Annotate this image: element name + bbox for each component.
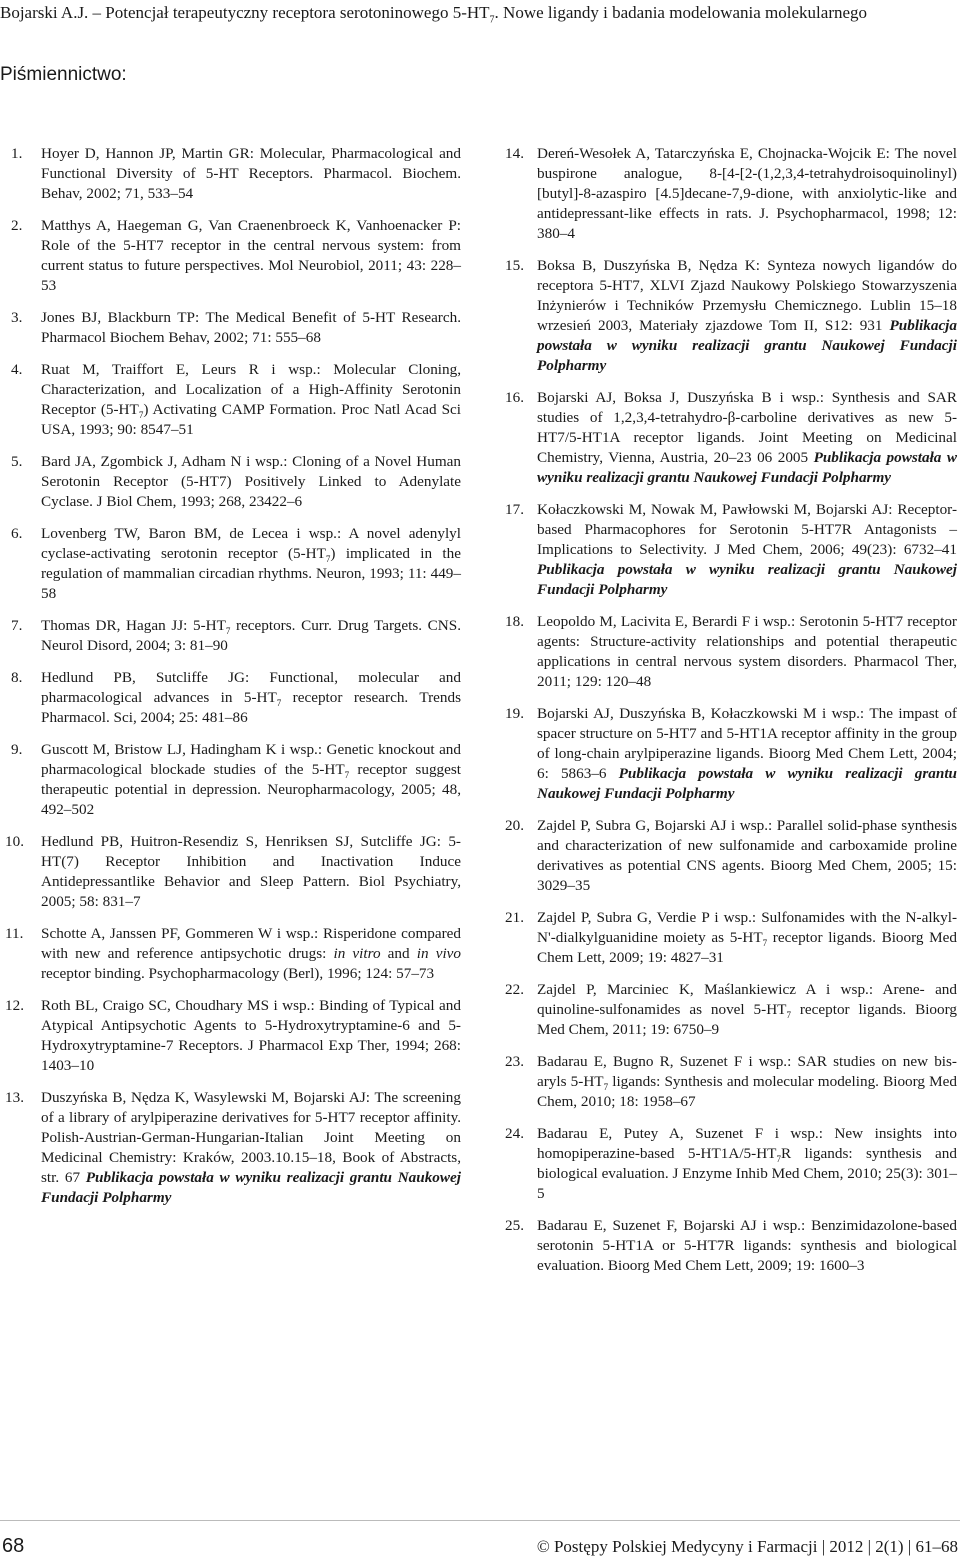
reference-number: 23.	[505, 1053, 524, 1070]
reference-item	[11, 144, 461, 204]
reference-number: 15.	[505, 257, 524, 274]
reference-item	[505, 388, 957, 488]
reference-item	[11, 452, 461, 512]
reference-subscript: 7	[325, 554, 331, 565]
grant-note: Publikacja powstała w wyniku realizacji grantu Naukowej Fundacji Polpharmy	[537, 561, 957, 598]
reference-text: Roth BL, Craigo SC, Choudhary MS i wsp.: Binding of Typical and Atypical Antipsychotic Agents to 5-Hydroxytryptamine-6 and 5-Hydroxytryptamine-7 Receptors. J Pharmacol Exp Ther, 1994; 268: 1403–10	[41, 997, 461, 1074]
reference-text: Hoyer D, Hannon JP, Martin GR: Molecular, Pharmacological and Functional Diversity of 5-HT Receptors. Pharmacol. Biochem. Behav, 2002; 71, 533–54	[41, 145, 461, 202]
reference-subscript: 7	[276, 698, 282, 709]
reference-item	[5, 832, 461, 912]
reference-number: 11.	[5, 925, 24, 942]
reference-text: receptors. Curr. Drug Targets. CNS. Neurol Disord, 2004; 3: 81–90	[41, 617, 461, 654]
grant-note: Publikacja powstała w wyniku realizacji grantu Naukowej Fundacji Polpharmy	[537, 765, 957, 802]
reference-item	[505, 500, 957, 600]
reference-item	[505, 1216, 957, 1276]
reference-subscript: 7	[786, 1010, 791, 1021]
reference-text: Badarau E, Bugno R, Suzenet F i wsp.: SAR studies on new bis-aryls 5-HT	[537, 1053, 957, 1090]
reference-number: 22.	[505, 981, 524, 998]
references-heading: Piśmiennictwo:	[0, 64, 127, 85]
page-number: 68	[2, 1535, 25, 1557]
reference-subscript: 7	[603, 1082, 609, 1093]
reference-subscript: 7	[225, 626, 231, 637]
reference-text: Hedlund PB, Sutcliffe JG: Functional, molecular and pharmacological advances in 5-HT	[41, 669, 461, 706]
reference-text: Thomas DR, Hagan JJ: 5-HT	[41, 617, 226, 634]
reference-text: receptor research. Trends Pharmacol. Sci, 2004; 25: 481–86	[41, 689, 461, 726]
reference-text: Duszyńska B, Nędza K, Wasylewski M, Bojarski AJ: The screening of a library of arylpiperazine derivatives for 5-HT7 receptor affinity. Polish-Austrian-German-Hungarian-Italian Joint Meeting on Medicinal Chemistry: Kraków, 2003.10.15–18, Book of Abstracts, str. 67	[41, 1089, 461, 1186]
reference-number: 19.	[505, 705, 524, 722]
reference-text: Ruat M, Traiffort E, Leurs R i wsp.: Molecular Cloning, Characterization, and Localization of a High-Affinity Serotonin Receptor (5-HT	[41, 361, 461, 418]
reference-number: 2.	[11, 217, 23, 234]
reference-item	[505, 816, 957, 896]
reference-italic: in vivo	[416, 945, 461, 962]
reference-item	[505, 612, 957, 692]
reference-text: Matthys A, Haegeman G, Van Craenenbroeck K, Vanhoenacker P: Role of the 5-HT7 receptor in the central nervous system: from current status to future perspectives. Mol Neurobiol, 2011; 43: 228–53	[41, 217, 461, 294]
reference-item	[11, 616, 461, 656]
reference-item	[505, 980, 957, 1040]
reference-number: 17.	[505, 501, 524, 518]
reference-text: and	[380, 945, 417, 962]
reference-subscript: 7	[776, 1154, 781, 1165]
reference-item	[5, 996, 461, 1076]
reference-number: 6.	[11, 525, 23, 542]
reference-text: Badarau E, Suzenet F, Bojarski AJ i wsp.: Benzimidazolone-based serotonin 5-HT1A or 5-HT7R ligands: synthesis and biological evaluation. Bioorg Med Chem Lett, 2009; 19: 1600–3	[537, 1217, 957, 1274]
running-header	[0, 2, 960, 24]
reference-subscript: 7	[138, 410, 144, 421]
reference-number: 3.	[11, 309, 23, 326]
reference-item	[505, 256, 957, 376]
reference-number: 16.	[505, 389, 524, 406]
reference-number: 7.	[11, 617, 23, 634]
reference-item	[11, 360, 461, 440]
reference-number: 5.	[11, 453, 23, 470]
reference-italic: in vitro	[333, 945, 381, 962]
reference-item	[505, 1052, 957, 1112]
reference-item	[11, 524, 461, 604]
reference-item	[5, 924, 461, 984]
journal-citation: © Postępy Polskiej Medycyny i Farmacji | 2012 | 2(1) | 61–68	[536, 1537, 958, 1556]
reference-text: Hedlund PB, Huitron-Resendiz S, Henriksen SJ, Sutcliffe JG: 5-HT(7) Receptor Inhibition and Inactivation Induce Antidepressantlike Behavior and Sleep Pattern. Biol Psychiatry, 2005; 58: 831–7	[41, 833, 461, 910]
reference-number: 13.	[5, 1089, 24, 1106]
reference-text: Bojarski AJ, Boksa J, Duszyńska B i wsp.: Synthesis and SAR studies of 1,2,3,4-tetrahydro-β-carboline derivatives as new 5-HT7/5-HT1A receptor ligands. Joint Meeting on Medicinal Chemistry, Vienna, Austria, 20–23 06 2005	[537, 389, 957, 466]
reference-subscript: 7	[762, 938, 768, 949]
reference-number: 18.	[505, 613, 524, 630]
reference-text: receptor binding. Psychopharmacology (Berl), 1996; 124: 57–73	[41, 965, 435, 982]
reference-text: Badarau E, Putey A, Suzenet F i wsp.: New insights into homopiperazine-based 5-HT1A/5-HT	[537, 1125, 957, 1162]
reference-item	[11, 216, 461, 296]
reference-text: Zajdel P, Subra G, Verdie P i wsp.: Sulfonamides with the N-alkyl-N'-dialkylguanidine moiety as 5-HT	[537, 909, 957, 946]
reference-item	[505, 908, 957, 968]
reference-text: ligands: Synthesis and molecular modeling. Bioorg Med Chem, 2010; 18: 1958–67	[537, 1073, 958, 1110]
references-column-left	[5, 144, 461, 1220]
reference-text: Zajdel P, Subra G, Bojarski AJ i wsp.: Parallel solid-phase synthesis and characterization of new sulfonamide and carboxamide proline derivatives as potential CNS agents. Bioorg Med Chem, 2005; 15: 3029–35	[537, 817, 957, 894]
reference-number: 25.	[505, 1217, 524, 1234]
reference-text: Bojarski AJ, Duszyńska B, Kołaczkowski M i wsp.: The impast of spacer structure on 5-HT7 and 5-HT1A receptor affinity in the group of long-chain arylpiperazine ligands. Bioorg Med Chem Lett, 2004; 6: 5863–6	[537, 705, 957, 782]
reference-subscript: 7	[344, 770, 350, 781]
reference-number: 21.	[505, 909, 524, 926]
reference-text: Lovenberg TW, Baron BM, de Lecea i wsp.: A novel adenylyl cyclase-activating serotonin receptor (5-HT	[41, 525, 461, 562]
reference-text: receptor ligands. Bioorg Med Chem, 2011; 19: 6750–9	[537, 1001, 957, 1038]
reference-item	[11, 308, 461, 348]
reference-item	[505, 144, 957, 244]
grant-note: Publikacja powstała w wyniku realizacji grantu Naukowej Fundacji Polpharmy	[537, 449, 957, 486]
reference-text: Zajdel P, Marciniec K, Maślankiewicz A i wsp.: Arene- and quinoline-sulfonamides as novel 5-HT	[537, 981, 957, 1018]
header-subscript: 7	[489, 14, 495, 26]
reference-text: receptor suggest therapeutic potential in depression. Neuropharmacology, 2005; 48, 492–502	[41, 761, 461, 818]
reference-item	[11, 740, 461, 820]
reference-item	[505, 1124, 957, 1204]
reference-number: 8.	[11, 669, 23, 686]
grant-note: Publikacja powstała w wyniku realizacji grantu Naukowej Fundacji Polpharmy	[537, 317, 957, 374]
reference-text: ) implicated in the regulation of mammalian circadian rhythms. Neuron, 1993; 11: 449–58	[41, 545, 461, 602]
reference-number: 1.	[11, 145, 23, 162]
reference-number: 10.	[5, 833, 24, 850]
grant-note: Publikacja powstała w wyniku realizacji grantu Naukowej Fundacji Polpharmy	[41, 1169, 461, 1206]
reference-text: Kołaczkowski M, Nowak M, Pawłowski M, Bojarski AJ: Receptor-based Pharmacophores for Serotonin 5-HT7R Antagonists – Implications to Selectivity. J Med Chem, 2006; 49(23): 6732–41	[537, 501, 957, 558]
reference-text: Jones BJ, Blackburn TP: The Medical Benefit of 5-HT Research. Pharmacol Biochem Behav, 2002; 71: 555–68	[41, 309, 461, 346]
reference-item	[11, 668, 461, 728]
reference-text: Schotte A, Janssen PF, Gommeren W i wsp.: Risperidone compared with new and reference antipsychotic drugs:	[41, 925, 461, 962]
reference-text: R ligands: synthesis and biological evaluation. J Enzyme Inhib Med Chem, 2010; 25(3): 301–5	[537, 1145, 957, 1202]
reference-text: Guscott M, Bristow LJ, Hadingham K i wsp.: Genetic knockout and pharmacological blockade studies of the 5-HT	[41, 741, 461, 778]
reference-text: Bard JA, Zgombick J, Adham N i wsp.: Cloning of a Novel Human Serotonin Receptor (5-HT7) Positively Linked to Adenylate Cyclase. J Biol Chem, 1993; 268, 23422–6	[41, 453, 461, 510]
references-column-right	[505, 144, 957, 1288]
reference-item	[5, 1088, 461, 1208]
reference-text: receptor ligands. Bioorg Med Chem Lett, 2009; 19: 4827–31	[537, 929, 957, 966]
reference-text: Leopoldo M, Lacivita E, Berardi F i wsp.: Serotonin 5-HT7 receptor agents: Structure-activity relationships and potential therapeutic applications in central nervous system disorders. Pharmacol Ther, 2011; 129: 120–48	[537, 613, 957, 690]
header-text: Bojarski A.J. – Potencjał terapeutyczny receptora serotoninowego 5-HT	[0, 3, 490, 22]
reference-text: Boksa B, Duszyńska B, Nędza K: Synteza nowych ligandów do receptora 5-HT7, XLVI Zjazd Naukowy Polskiego Stowarzyszenia Inżynierów i Techników Przemysłu Chemicznego. Lublin 15–18 wrzesień 2003, Materiały zjazdowe Tom II, S12: 931	[537, 257, 957, 334]
header-text-end: . Nowe ligandy i badania modelowania molekularnego	[494, 3, 868, 22]
reference-number: 4.	[11, 361, 23, 378]
footer-divider	[0, 1520, 960, 1521]
reference-number: 12.	[5, 997, 24, 1014]
reference-text: ) Activating CAMP Formation. Proc Natl Acad Sci USA, 1993; 90: 8547–51	[41, 401, 461, 438]
reference-item	[505, 704, 957, 804]
reference-number: 14.	[505, 145, 524, 162]
reference-text: Dereń-Wesołek A, Tatarczyńska E, Chojnacka-Wojcik E: The novel buspirone analogue, 8-[4-[2-(1,2,3,4-tetrahydroisoquinolinyl)[butyl]-8-azaspiro [4.5]decane-7,9-dione, with anxiolytic-like and antidepressant-like effects in rats. J. Psychopharmacol, 1998; 12: 380–4	[537, 145, 957, 242]
reference-number: 9.	[11, 741, 23, 758]
reference-number: 24.	[505, 1125, 524, 1142]
reference-number: 20.	[505, 817, 524, 834]
